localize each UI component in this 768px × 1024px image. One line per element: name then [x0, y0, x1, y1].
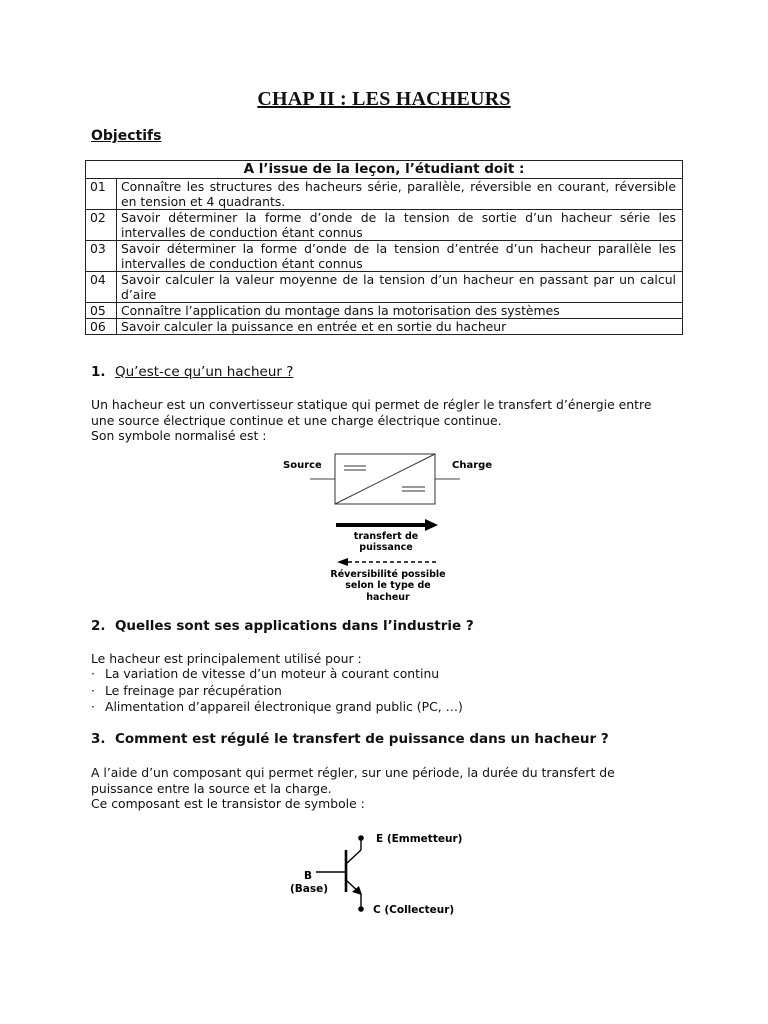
emitter-label: E (Emmetteur)	[376, 833, 463, 845]
row-number: 03	[86, 241, 117, 272]
list-item: · Alimentation d’appareil électronique grand public (PC, …)	[91, 699, 463, 714]
table-header: A l’issue de la leçon, l’étudiant doit :	[86, 161, 683, 179]
section-2-number: 2.	[91, 618, 106, 634]
source-label: Source	[283, 460, 322, 471]
row-number: 06	[86, 319, 117, 335]
section-3-heading	[91, 731, 609, 747]
reversibility-line3: hacheur	[366, 592, 410, 603]
row-number: 04	[86, 272, 117, 303]
section-1-paragraph	[91, 397, 677, 444]
section-2-title: Quelles sont ses applications dans l’industrie ?	[114, 618, 474, 634]
table-row	[86, 241, 683, 272]
charge-label: Charge	[452, 460, 493, 471]
section-1-title: Qu’est-ce qu’un hacheur ?	[114, 364, 294, 380]
reversibility-line1: Réversibilité possible	[330, 569, 446, 580]
paragraph-line: Ce composant est le transistor de symbole :	[91, 796, 365, 811]
base-label: B	[304, 870, 313, 882]
bullet-icon: ·	[91, 699, 95, 714]
table-row	[86, 210, 683, 241]
row-text: Savoir calculer la valeur moyenne de la tension d’un hacheur en passant par un calcul d’aire	[117, 272, 683, 303]
chopper-symbol-diagram	[270, 448, 500, 608]
table-row	[86, 272, 683, 303]
row-number: 02	[86, 210, 117, 241]
collector-terminal-dot	[358, 906, 364, 912]
objectives-table	[85, 160, 683, 335]
section-2-intro: Le hacheur est principalement utilisé pour :	[91, 651, 362, 666]
paragraph-line: puissance entre la source et la charge.	[91, 780, 332, 796]
chapter-title: CHAP II : LES HACHEURS	[257, 88, 511, 110]
paragraph-line: A l’aide d’un composant qui permet régler, sur une période, la durée du transfert de	[91, 765, 615, 780]
row-number: 05	[86, 303, 117, 319]
base-name: (Base)	[290, 883, 329, 895]
applications-list	[91, 666, 463, 716]
reversibility-arrowhead	[337, 558, 348, 566]
table-row	[86, 179, 683, 210]
paragraph-line: Un hacheur est un convertisseur statique qui permet de régler le transfert d’énergie entre	[91, 397, 652, 412]
row-text: Savoir calculer la puissance en entrée et en sortie du hacheur	[117, 319, 683, 335]
section-1-heading	[91, 364, 293, 380]
section-3-paragraph	[91, 765, 677, 812]
row-text: Connaître les structures des hacheurs série, parallèle, réversible en courant, réversible en tension et 4 quadrants.	[117, 179, 683, 210]
section-3-number: 3.	[91, 731, 106, 747]
table-row	[86, 319, 683, 335]
transfer-label-line2: puissance	[359, 542, 413, 553]
row-text: Connaître l’application du montage dans la motorisation des systèmes	[117, 303, 683, 319]
bullet-icon: ·	[91, 682, 95, 698]
list-item: · Le freinage par récupération	[91, 682, 282, 698]
row-text: Savoir déterminer la forme d’onde de la tension de sortie d’un hacheur série les intervalles de conduction étant connus	[117, 210, 683, 241]
section-3-title: Comment est régulé le transfert de puissance dans un hacheur ?	[114, 731, 609, 747]
table-header-row	[86, 161, 683, 179]
section-2-heading	[91, 618, 474, 634]
table-row	[86, 303, 683, 319]
list-item: · La variation de vitesse d’un moteur à courant continu	[91, 666, 440, 681]
transfer-label-line1: transfert de	[353, 531, 419, 542]
collector-label: C (Collecteur)	[373, 904, 455, 916]
transistor-symbol-diagram	[280, 824, 480, 920]
paragraph-line: une source électrique continue et une charge électrique continue.	[91, 412, 502, 428]
reversibility-line2: selon le type de	[345, 580, 431, 591]
paragraph-line: Son symbole normalisé est :	[91, 428, 267, 443]
objectifs-heading: Objectifs	[91, 128, 162, 144]
chopper-diagonal	[335, 454, 435, 504]
emitter-branch	[346, 850, 361, 864]
section-1-number: 1.	[91, 364, 106, 380]
power-transfer-arrowhead	[425, 519, 438, 531]
row-text: Savoir déterminer la forme d’onde de la tension d’entrée d’un hacheur parallèle les intervalles de conduction étant connus	[117, 241, 683, 272]
row-number: 01	[86, 179, 117, 210]
bullet-icon: ·	[91, 666, 95, 681]
